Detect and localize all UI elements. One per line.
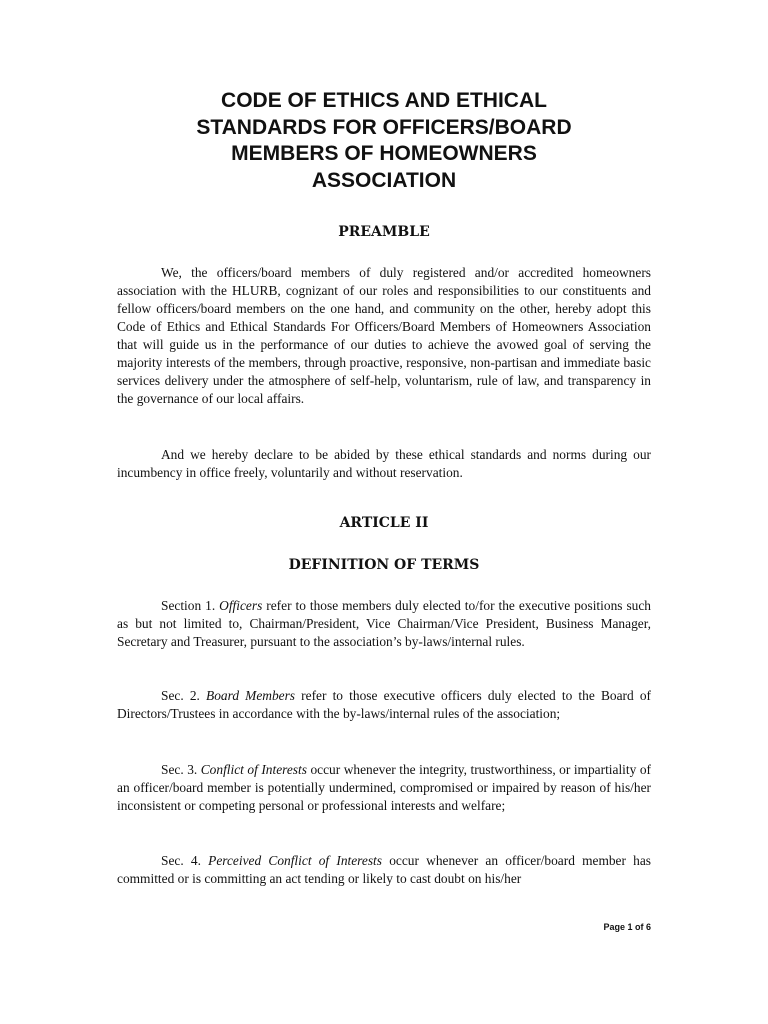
section-term: Conflict of Interests: [200, 762, 307, 777]
preamble-paragraph-2: [117, 446, 651, 482]
preamble-paragraph-1: [117, 264, 651, 408]
page-number: Page 1 of 6: [603, 922, 651, 932]
definitions-heading: DEFINITION OF TERMS: [288, 557, 480, 573]
title-line: MEMBERS OF HOMEOWNERS: [231, 142, 537, 165]
section-text: refer to those members duly elected to/for the executive positions such as but not limited to, Chairman/President, Vice Chairman/Vice President, Business Manager, Secretary and Treasurer, pursuant to the association’s by-laws/internal rules.: [117, 598, 651, 649]
section-prefix: Sec. 2.: [161, 688, 200, 703]
section-text: refer to those executive officers duly elected to the Board of Directors/Trustees in accordance with the by-laws/internal rules of the association;: [117, 688, 651, 721]
section-text: occur whenever the integrity, trustworthiness, or impartiality of an officer/board member is potentially undermined, compromised or impaired by reason of his/her inconsistent or competing personal or professional interests and welfare;: [117, 762, 651, 813]
section-text: occur whenever an officer/board member has committed or is committing an act tending or likely to cast doubt on his/her: [117, 853, 652, 886]
preamble-text-2: And we hereby declare to be abided by these ethical standards and norms during our incumbency in office freely, voluntarily and without reservation.: [117, 447, 651, 480]
section-3: [117, 761, 651, 815]
preamble-heading: PREAMBLE: [338, 224, 430, 240]
preamble-text-1: We, the officers/board members of duly registered and/or accredited homeowners association with the HLURB, cognizant of our roles and responsibilities to our constituents and fellow officers/board members on the one hand, and community on the other, hereby adopt this Code of Ethics and Ethical Standards For Officers/Board Members of Homeowners Association that will guide us in the performance of our duties to achieve the avowed goal of serving the majority interests of the members, through proactive, responsive, non-partisan and immediate basic services delivery under the atmosphere of self-help, voluntarism, rule of law, and transparency in the governance of our local affairs.: [117, 265, 651, 406]
title-line: ASSOCIATION: [311, 168, 457, 192]
section-prefix: Section 1.: [161, 598, 216, 613]
section-prefix: Sec. 3.: [161, 762, 198, 777]
section-term: Officers: [219, 598, 263, 613]
section-term: Perceived Conflict of Interests: [208, 853, 382, 868]
section-prefix: Sec. 4.: [161, 853, 201, 868]
title-line: STANDARDS FOR OFFICERS/BOARD: [196, 115, 572, 139]
section-term: Board Members: [206, 688, 296, 703]
section-2: [117, 687, 651, 723]
document-title: [150, 88, 618, 194]
title-line: CODE OF ETHICS AND ETHICAL: [221, 89, 547, 112]
article-heading: ARTICLE II: [339, 515, 429, 531]
section-1: [117, 597, 651, 651]
section-4: [117, 852, 651, 888]
